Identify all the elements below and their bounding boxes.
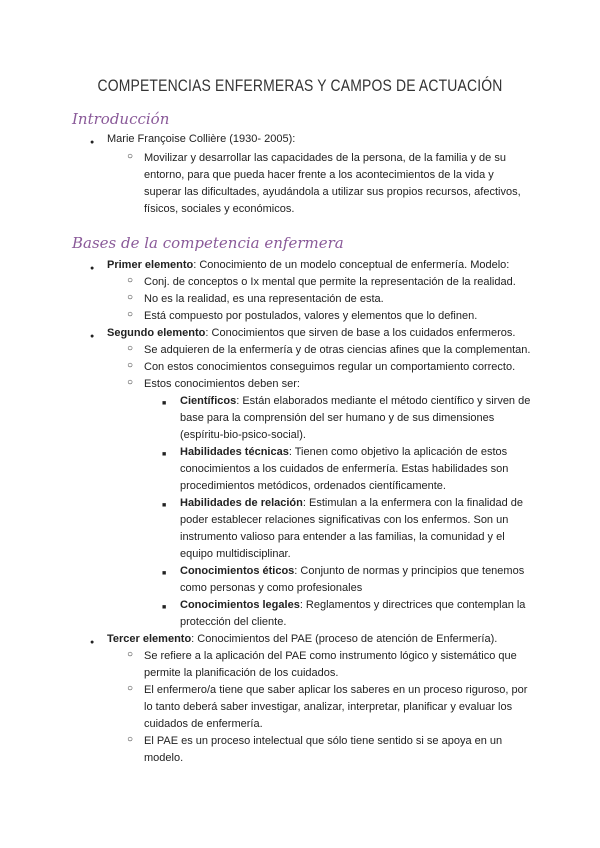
knowledge-item xyxy=(180,597,525,614)
element-1-sub: Está compuesto por postulados, valores y elementos que lo definen. xyxy=(144,310,478,322)
knowledge-item-text: : Conjunto de normas y principios que tenemos xyxy=(294,565,525,577)
section-heading-intro: Introducción xyxy=(72,110,170,128)
knowledge-item-label: Conocimientos legales xyxy=(180,599,300,611)
knowledge-item-text: : Reglamentos y directrices que contemplan la xyxy=(299,599,526,611)
bullet-circle-icon xyxy=(127,309,133,320)
bullet-square-icon xyxy=(162,448,166,459)
section-heading-bases: Bases de la competencia enfermera xyxy=(72,234,344,252)
knowledge-item-text: conocimientos a los cuidados de enfermería. Estas habilidades son xyxy=(180,463,509,475)
bullet-square-icon xyxy=(162,567,166,578)
knowledge-item-label: Científicos xyxy=(180,395,237,407)
knowledge-item-label: Habilidades de relación xyxy=(180,497,303,509)
bullet-circle-icon xyxy=(127,734,133,745)
element-1-sub: Conj. de conceptos o Ix mental que permite la representación de la realidad. xyxy=(144,276,516,288)
element-2 xyxy=(107,325,515,342)
element-3-sub: El enfermero/a tiene que saber aplicar los saberes en un proceso riguroso, por xyxy=(144,684,528,696)
element-3-text: : Conocimientos del PAE (proceso de atención de Enfermería). xyxy=(191,633,498,645)
element-1-label: Primer elemento xyxy=(107,259,194,271)
element-1-text: : Conocimiento de un modelo conceptual de enfermería. Modelo: xyxy=(193,259,510,271)
element-2-label: Segundo elemento xyxy=(107,327,206,339)
bullet-square-icon xyxy=(162,397,166,408)
element-2-sub: Se adquieren de la enfermería y de otras ciencias afines que la complementan. xyxy=(144,344,531,356)
element-1 xyxy=(107,257,509,274)
element-3 xyxy=(107,631,497,648)
bullet-circle-icon xyxy=(127,275,133,286)
bullet-circle-icon xyxy=(127,151,133,162)
knowledge-item-text: poder establecer relaciones significativas con los enfermos. Son un xyxy=(180,514,509,526)
knowledge-item xyxy=(180,495,523,512)
knowledge-item-text: procedimientos metódicos, ordenados científicamente. xyxy=(180,480,446,492)
bullet-circle-icon xyxy=(127,343,133,354)
element-2-text: : Conocimientos que sirven de base a los cuidados enfermeros. xyxy=(205,327,516,339)
element-3-sub: permite la planificación de los cuidados. xyxy=(144,667,339,679)
bullet-circle-icon xyxy=(127,360,133,371)
bullet-disc-icon xyxy=(90,136,94,147)
element-2-sub: Estos conocimientos deben ser: xyxy=(144,378,300,390)
knowledge-item-text: (espíritu-bio-psico-social). xyxy=(180,429,306,441)
element-3-sub: lo tanto deberá saber investigar, analizar, interpretar, planificar y evaluar los xyxy=(144,701,513,713)
bullet-circle-icon xyxy=(127,683,133,694)
page-title: COMPETENCIAS ENFERMERAS Y CAMPOS DE ACTUACIÓN xyxy=(97,76,503,95)
intro-line: físicos, sociales y económicos. xyxy=(144,203,295,215)
bullet-circle-icon xyxy=(127,649,133,660)
knowledge-item-text: instrumento valioso para entender a las familias, la comunidad y el xyxy=(180,531,505,543)
element-3-sub: modelo. xyxy=(144,752,184,764)
knowledge-item-text: : Tienen como objetivo la aplicación de estos xyxy=(288,446,508,458)
bullet-square-icon xyxy=(162,601,166,612)
knowledge-item-label: Conocimientos éticos xyxy=(180,565,295,577)
intro-line: superar las dificultades, ayudándola a utilizar sus propios recursos, afectivos, xyxy=(144,186,521,198)
element-2-sub: Con estos conocimientos conseguimos regular un comportamiento correcto. xyxy=(144,361,516,373)
knowledge-item xyxy=(180,393,530,410)
bullet-disc-icon xyxy=(90,330,94,341)
knowledge-item xyxy=(180,444,507,461)
element-3-sub: cuidados de enfermería. xyxy=(144,718,263,730)
element-3-label: Tercer elemento xyxy=(107,633,192,645)
element-3-sub: Se refiere a la aplicación del PAE como instrumento lógico y sistemático que xyxy=(144,650,517,662)
element-1-sub: No es la realidad, es una representación de esta. xyxy=(144,293,384,305)
intro-author: Marie Françoise Collière (1930- 2005): xyxy=(107,133,296,145)
element-3-sub: El PAE es un proceso intelectual que sólo tiene sentido si se apoya en un xyxy=(144,735,503,747)
knowledge-item-text: protección del cliente. xyxy=(180,616,287,628)
knowledge-item xyxy=(180,563,524,580)
bullet-circle-icon xyxy=(127,292,133,303)
intro-line: Movilizar y desarrollar las capacidades de la persona, de la familia y de su xyxy=(144,152,506,164)
knowledge-item-text: base para la comprensión del ser humano y de sus dimensiones xyxy=(180,412,495,424)
knowledge-item-text: como personas y como profesionales xyxy=(180,582,363,594)
bullet-square-icon xyxy=(162,499,166,510)
bullet-disc-icon xyxy=(90,636,94,647)
intro-line: entorno, para que pueda hacer frente a los acontecimientos de la vida y xyxy=(144,169,494,181)
knowledge-item-text: : Estimulan a la enfermera con la finalidad de xyxy=(302,497,523,509)
knowledge-item-label: Habilidades técnicas xyxy=(180,446,289,458)
knowledge-item-text: equipo multidisciplinar. xyxy=(180,548,291,560)
knowledge-item-text: : Están elaborados mediante el método científico y sirven de xyxy=(236,395,531,407)
bullet-disc-icon xyxy=(90,262,94,273)
bullet-circle-icon xyxy=(127,377,133,388)
